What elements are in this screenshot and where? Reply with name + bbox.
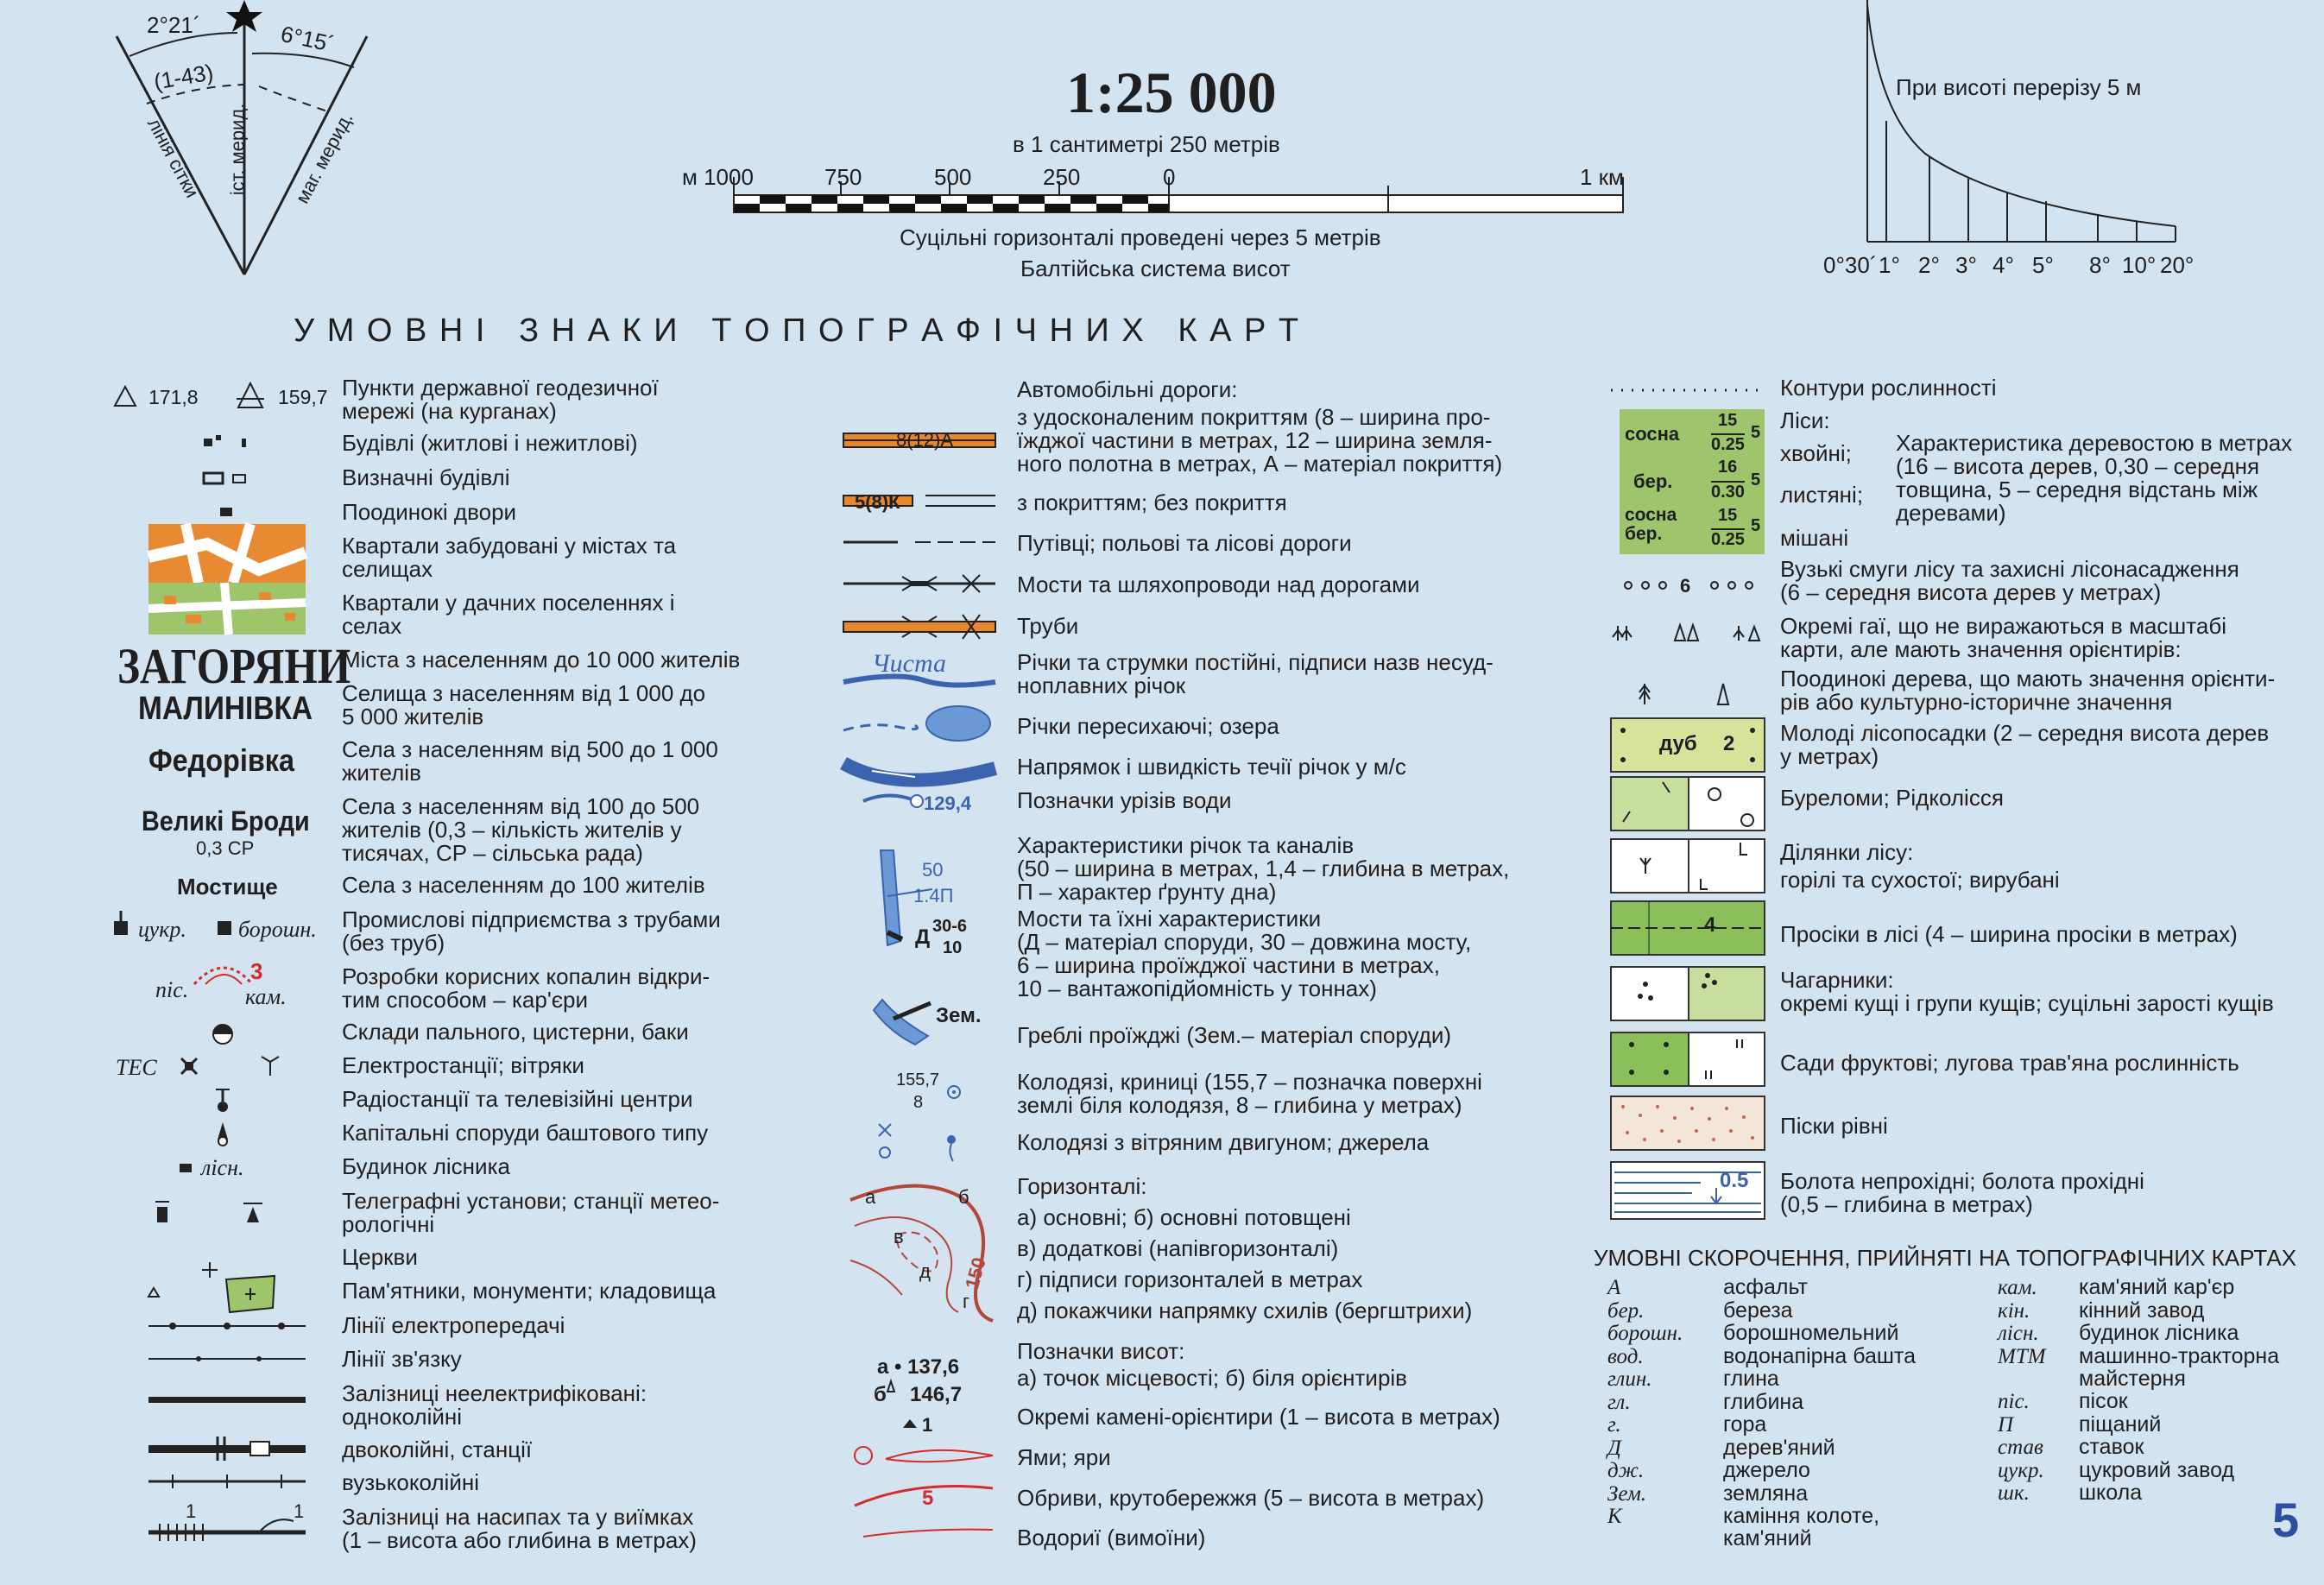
legend-notable-buildings: Визначні будівлі bbox=[342, 464, 510, 490]
abbreviation-key: П bbox=[1998, 1412, 2014, 1437]
forest-row-2-name: бер. bbox=[1633, 470, 1673, 492]
legend-cliffs: Обриви, крутобережжя (5 – висота в метрах) bbox=[1017, 1485, 1485, 1511]
legend-geodetic: Пункти державної геодезичної мережі (на курганах) bbox=[342, 375, 659, 424]
legend-forest-strips: Вузькі смуги лісу та захисні лісонасадження (6 – середня висота дерев у метрах) bbox=[1780, 556, 2239, 605]
slope-tick-4: 4° bbox=[1992, 252, 2014, 278]
contour-label-d: д bbox=[919, 1260, 931, 1282]
abbreviation-value: піщаний bbox=[2079, 1411, 2162, 1437]
dam-material: Зем. bbox=[936, 1004, 982, 1027]
declination-angle-left: 2°21´ bbox=[147, 12, 201, 38]
legend-double-track: двоколійні, станції bbox=[342, 1437, 533, 1462]
abbreviation-value: цукровий завод bbox=[2079, 1457, 2235, 1482]
legend-improved-roads: з удосконаленим покриттям (8 – ширина про- їжджої частини в метрах, 12 – ширина земля- ного полотна в метрах, А – матеріал покриття) bbox=[1017, 404, 1503, 477]
legend-towns: Селища з населенням від 1 000 до 5 000 жителів bbox=[342, 680, 706, 729]
legend-forests: Ліси: bbox=[1780, 407, 1830, 433]
legend-vegetation-contours: Контури рослинності bbox=[1780, 375, 1997, 401]
legend-forest-areas: Ділянки лісу: bbox=[1780, 839, 1914, 865]
quarry-label-a: піс. bbox=[155, 977, 189, 1002]
forester-label: лісн. bbox=[201, 1155, 244, 1180]
legend-water-marks: Позначки урізів води bbox=[1017, 787, 1232, 813]
legend-pits: Ями; яри bbox=[1017, 1444, 1111, 1470]
scale-tick-1000: м 1000 bbox=[682, 164, 754, 190]
abbreviation-value: будинок лісника bbox=[2079, 1321, 2239, 1345]
legend-embankments: Залізниці на насипах та у виїмках (1 – висота або глибина в метрах) bbox=[342, 1504, 697, 1553]
forest-row-2-thickness: 0.30 bbox=[1711, 483, 1745, 502]
forest-row-1-spacing: 5 bbox=[1751, 423, 1761, 442]
town-sample-3: Федорівка bbox=[148, 742, 294, 778]
abbreviation-key: К bbox=[1607, 1505, 1622, 1528]
contour-label-150: 150 bbox=[961, 1254, 990, 1291]
scale-tick-1km: 1 км bbox=[1580, 164, 1624, 190]
legend-swamps: Болота непрохідні; болота прохідні (0,5 – глибина в метрах) bbox=[1780, 1168, 2144, 1217]
legend-urban-blocks: Квартали забудовані у містах та селищах bbox=[342, 533, 677, 582]
legend-clearings: Просіки в лісі (4 – ширина просіки в метрах) bbox=[1780, 921, 2238, 947]
abbreviation-key: г. bbox=[1607, 1413, 1621, 1437]
abbreviation-key: борошн. bbox=[1607, 1322, 1683, 1345]
legend-roads: Автомобільні дороги: bbox=[1017, 376, 1238, 402]
abbreviation-value: каміння колоте, кам'яний bbox=[1723, 1504, 1880, 1550]
abbreviation-key: шк. bbox=[1998, 1481, 2030, 1505]
bridge-length-width: 30-6 bbox=[932, 917, 968, 936]
legend-road-bridges: Мости та шляхопроводи над дорогами bbox=[1017, 571, 1420, 597]
legend-dacha-blocks: Квартали у дачних поселеннях і селах bbox=[342, 590, 675, 639]
young-plant-height: 2 bbox=[1723, 732, 1735, 755]
scale-tick-250: 250 bbox=[1043, 164, 1081, 190]
abbreviation-key: гл. bbox=[1607, 1390, 1631, 1414]
scale-ratio: 1:25 000 bbox=[1066, 60, 1277, 125]
legend-dams: Греблі проїжджі (Зем.– матеріал споруди) bbox=[1017, 1022, 1452, 1048]
slope-tick-8: 8° bbox=[2089, 252, 2111, 278]
abbreviation-value: пісок bbox=[2079, 1389, 2128, 1413]
river-depth: 1.4П bbox=[913, 885, 954, 906]
cliff-height: 5 bbox=[922, 1487, 934, 1510]
abbreviation-key: МТМ bbox=[1998, 1344, 2046, 1368]
strip-height: 6 bbox=[1680, 575, 1691, 597]
legend-telegraph: Телеграфні установи; станції метео- рологічні bbox=[342, 1188, 720, 1237]
legend-young-plantations: Молоді лісопосадки (2 – середня висота дерев у метрах) bbox=[1780, 720, 2270, 769]
abbreviation-key: глин. bbox=[1607, 1367, 1652, 1391]
legend-factories: Промислові підприємства з трубами (без труб) bbox=[342, 906, 721, 956]
abbreviation-key: Д bbox=[1607, 1436, 1621, 1460]
abbreviation-key: кін. bbox=[1998, 1298, 2030, 1323]
abbreviation-value: дерев'яний bbox=[1723, 1435, 1835, 1460]
river-name: Чиста bbox=[872, 649, 947, 678]
legend-groves: Окремі гаї, що не виражаються в масштабі карти, але мають значення орієнтирів: bbox=[1780, 613, 2227, 662]
legend-bridges: Мости та їхні характеристики (Д – матеріал споруди, 30 – довжина мосту, 6 – ширина проїжджої частини в метрах, 10 – вантажопідйомність у тоннах) bbox=[1017, 906, 1472, 1001]
slope-scale-title: При висоті перерізу 5 м bbox=[1896, 74, 2142, 100]
abbreviation-value: кам'яний кар'єр bbox=[2079, 1275, 2235, 1299]
town-sample-1: ЗАГОРЯНИ bbox=[117, 638, 351, 694]
legend-power-lines: Лінії електропередачі bbox=[342, 1312, 565, 1338]
abbreviation-key: став bbox=[1998, 1436, 2043, 1459]
legend-windfall: Буреломи; Рідколісся bbox=[1780, 785, 2004, 811]
quarry-label-b: кам. bbox=[245, 984, 287, 1009]
legend-rivers: Річки та струмки постійні, підписи назв несуд- ноплавних річок bbox=[1017, 649, 1494, 698]
clearing-width: 4 bbox=[1704, 913, 1716, 937]
legend-river-characteristics: Характеристики річок та каналів (50 – ширина в метрах, 1,4 – глибина в метрах, П – характер ґрунту дна) bbox=[1017, 832, 1510, 905]
slope-tick-1: 1° bbox=[1879, 252, 1900, 278]
abbreviation-value: машинно-тракторна майстерня bbox=[2079, 1343, 2280, 1391]
forest-row-3-name: сосна бер. bbox=[1625, 505, 1677, 544]
legend-single-yards: Поодинокі двори bbox=[342, 499, 517, 525]
legend-buildings: Будівлі (житлові і нежитлові) bbox=[342, 430, 638, 456]
forest-row-3-spacing: 5 bbox=[1751, 516, 1761, 535]
spot-height-a: а • 137,6 bbox=[877, 1355, 960, 1379]
scale-subtitle: в 1 сантиметрі 250 метрів bbox=[1013, 131, 1280, 157]
abbreviation-value: глибина bbox=[1723, 1389, 1804, 1414]
rail-height-b: 1 bbox=[294, 1500, 305, 1522]
abbreviation-key: цукр. bbox=[1998, 1458, 2044, 1482]
bridge-load: 10 bbox=[943, 938, 963, 957]
legend-comm-lines: Лінії зв'язку bbox=[342, 1346, 462, 1372]
legend-forester: Будинок лісника bbox=[342, 1153, 510, 1179]
forest-row-2-spacing: 5 bbox=[1751, 470, 1761, 489]
abbreviation-value: школа bbox=[2079, 1481, 2143, 1505]
legend-coniferous: хвойні; bbox=[1780, 440, 1852, 466]
forest-row-1-name: сосна bbox=[1625, 423, 1680, 445]
legend-gullies: Водориї (вимоїни) bbox=[1017, 1525, 1206, 1550]
factory-label-a: цукр. bbox=[138, 917, 186, 942]
forest-row-2-height: 16 bbox=[1718, 458, 1738, 477]
abbreviation-value: борошномельний bbox=[1723, 1321, 1899, 1345]
road-code-1: 8(12)А bbox=[896, 429, 954, 451]
spot-height-b-value: 146,7 bbox=[910, 1383, 963, 1406]
abbreviation-value: береза bbox=[1723, 1298, 1793, 1323]
legend-radio: Радіостанції та телевізійні центри bbox=[342, 1086, 693, 1112]
legend-narrow-gauge: вузькоколійні bbox=[342, 1469, 479, 1495]
forest-row-3-height: 15 bbox=[1718, 506, 1738, 525]
legend-heading: У М О В Н І З Н А К И Т О П О Г Р А Ф І Ч Н И Х К А Р Т bbox=[294, 313, 1301, 349]
legend-cities: Міста з населенням до 10 000 жителів bbox=[342, 647, 741, 673]
contour-label-b: б bbox=[958, 1186, 969, 1208]
abbreviation-key: лісн. bbox=[1998, 1322, 2039, 1345]
legend-single-trees: Поодинокі дерева, що мають значення орієнти- рів або культурно-історичне значення bbox=[1780, 666, 2276, 715]
slope-tick-0-30: 0°30´ bbox=[1823, 252, 1878, 278]
legend-churches: Церкви bbox=[342, 1244, 418, 1270]
scale-tick-0: 0 bbox=[1163, 164, 1176, 190]
legend-stones: Окремі камені-орієнтири (1 – висота в метрах) bbox=[1017, 1404, 1500, 1430]
legend-villages-small: Села з населенням до 100 жителів bbox=[342, 872, 705, 898]
abbreviations-title: УМОВНІ СКОРОЧЕННЯ, ПРИЙНЯТІ НА ТОПОГРАФІЧНИХ КАРТАХ bbox=[1594, 1245, 2297, 1271]
power-station-label: ТЕС bbox=[116, 1055, 157, 1080]
well-depth: 8 bbox=[913, 1093, 924, 1112]
water-mark-value: 129,4 bbox=[924, 792, 972, 814]
abbreviation-key: піс. bbox=[1998, 1390, 2030, 1413]
legend-railways: Залізниці неелектрифіковані: одноколійні bbox=[342, 1380, 647, 1430]
abbreviation-value: кінний завод bbox=[2079, 1298, 2205, 1323]
scale-tick-750: 750 bbox=[824, 164, 862, 190]
legend-villages-100: Села з населенням від 100 до 500 жителів (0,3 – кількість жителів у тисячах, СР – сільська рада) bbox=[342, 793, 700, 866]
river-width: 50 bbox=[922, 859, 944, 881]
slope-tick-2: 2° bbox=[1918, 252, 1940, 278]
abbreviation-key: бер. bbox=[1607, 1298, 1645, 1323]
legend-dirt-roads: Путівці; польові та лісові дороги bbox=[1017, 530, 1352, 556]
legend-towers: Капітальні споруди баштового типу bbox=[342, 1120, 709, 1146]
declination-correction: (1-43) bbox=[151, 59, 216, 95]
abbreviation-value: джерело bbox=[1723, 1458, 1810, 1482]
abbreviation-key: дж. bbox=[1607, 1459, 1645, 1482]
true-meridian-label: іст. мерид. bbox=[226, 103, 249, 196]
legend-paved-roads: з покриттям; без покриття bbox=[1017, 489, 1287, 515]
factory-label-b: борошн. bbox=[238, 917, 317, 942]
geodetic-point-a: 171,8 bbox=[148, 386, 199, 408]
abbreviation-value: земляна bbox=[1723, 1481, 1809, 1506]
spot-height-b-letter: б bbox=[874, 1383, 887, 1406]
contour-label-a: а bbox=[865, 1186, 876, 1208]
young-plant-species: дуб bbox=[1659, 732, 1697, 755]
abbreviation-value: асфальт bbox=[1723, 1275, 1808, 1299]
scale-tick-500: 500 bbox=[934, 164, 972, 190]
swamp-depth: 0.5 bbox=[1720, 1169, 1749, 1192]
contour-label-v: в bbox=[894, 1226, 904, 1247]
legend-sands: Піски рівні bbox=[1780, 1113, 1888, 1139]
legend-spot-heights: Позначки висот: а) точок місцевості; б) біля орієнтирів bbox=[1017, 1338, 1407, 1391]
slope-tick-20: 20° bbox=[2160, 252, 2195, 278]
town-sample-4-pop: 0,3 СР bbox=[196, 837, 255, 859]
contour-label-g: г bbox=[963, 1291, 970, 1312]
legend-pipes: Труби bbox=[1017, 613, 1079, 639]
forest-row-1-thickness: 0.25 bbox=[1711, 435, 1745, 454]
road-code-2: 5(8)К bbox=[855, 491, 900, 513]
page-number: 5 bbox=[2272, 1493, 2300, 1547]
legend-mixed: мішані bbox=[1780, 525, 1849, 551]
slope-tick-3: 3° bbox=[1955, 252, 1977, 278]
legend-stand-characteristics: Характеристика деревостою в метрах (16 – висота дерев, 0,30 – середня товщина, 5 – середня відстань між деревами) bbox=[1896, 430, 2293, 526]
legend-current: Напрямок і швидкість течії річок у м/с bbox=[1017, 754, 1406, 780]
magnetic-meridian-label: маг. мерид. bbox=[291, 108, 357, 207]
abbreviation-value: водонапірна башта bbox=[1723, 1343, 1916, 1368]
town-sample-4: Великі Броди bbox=[142, 805, 310, 837]
legend-drying-rivers: Річки пересихаючі; озера bbox=[1017, 713, 1279, 739]
forest-row-1-height: 15 bbox=[1718, 411, 1738, 430]
grid-line-label: лінія сітки bbox=[143, 114, 204, 202]
legend-shrubs: Чагарники: окремі кущі і групи кущів; суцільні зарості кущів bbox=[1780, 967, 2274, 1016]
legend-burned-cleared: горілі та сухостої; вирубані bbox=[1780, 867, 2060, 893]
well-surface: 155,7 bbox=[896, 1070, 940, 1089]
legend-power: Електростанції; вітряки bbox=[342, 1052, 584, 1078]
height-system: Балтійська система висот bbox=[1020, 256, 1291, 281]
abbreviation-key: А bbox=[1607, 1276, 1621, 1299]
contour-note: Суцільні горизонталі проведені через 5 метрів bbox=[900, 224, 1381, 250]
town-sample-5: Мостище bbox=[177, 874, 278, 900]
legend-villages-500: Села з населенням від 500 до 1 000 жителів bbox=[342, 736, 718, 786]
abbreviation-key: кам. bbox=[1998, 1276, 2037, 1299]
forest-row-3-thickness: 0.25 bbox=[1711, 530, 1745, 549]
abbreviation-value: гора bbox=[1723, 1412, 1767, 1437]
bridge-material: Д bbox=[915, 925, 931, 949]
stone-height: 1 bbox=[922, 1414, 933, 1436]
abbreviation-key: Зем. bbox=[1607, 1481, 1647, 1506]
slope-tick-5: 5° bbox=[2032, 252, 2054, 278]
slope-tick-10: 10° bbox=[2122, 252, 2157, 278]
abbreviation-value: глина bbox=[1723, 1367, 1779, 1391]
town-sample-2: МАЛИНІВКА bbox=[138, 691, 313, 727]
legend-wind-wells: Колодязі з вітряним двигуном; джерела bbox=[1017, 1129, 1430, 1155]
geodetic-point-b: 159,7 bbox=[278, 386, 328, 408]
declination-angle-right: 6°15´ bbox=[278, 20, 337, 58]
legend-orchards: Сади фруктові; лугова трав'яна рослинність bbox=[1780, 1050, 2239, 1076]
abbreviation-key: вод. bbox=[1607, 1344, 1644, 1368]
legend-fuel: Склади пального, цистерни, баки bbox=[342, 1019, 689, 1045]
legend-wells: Колодязі, криниці (155,7 – позначка поверхні землі біля колодязя, 8 – глибина у метрах) bbox=[1017, 1069, 1482, 1118]
quarry-number: 3 bbox=[250, 958, 263, 984]
legend-contours: Горизонталі: а) основні; б) основні потовщені в) додаткові (напівгоризонталі) г) підписи горизонталей в метрах д) покажчики напрямку схилів (бергштрихи) bbox=[1017, 1173, 1473, 1323]
legend-deciduous: листяні; bbox=[1780, 482, 1864, 508]
legend-quarries: Розробки корисних копалин відкри- тим способом – кар'єри bbox=[342, 963, 710, 1013]
rail-height-a: 1 bbox=[186, 1500, 197, 1522]
legend-monuments: Пам'ятники, монументи; кладовища bbox=[342, 1278, 717, 1304]
abbreviation-value: ставок bbox=[2079, 1435, 2144, 1459]
